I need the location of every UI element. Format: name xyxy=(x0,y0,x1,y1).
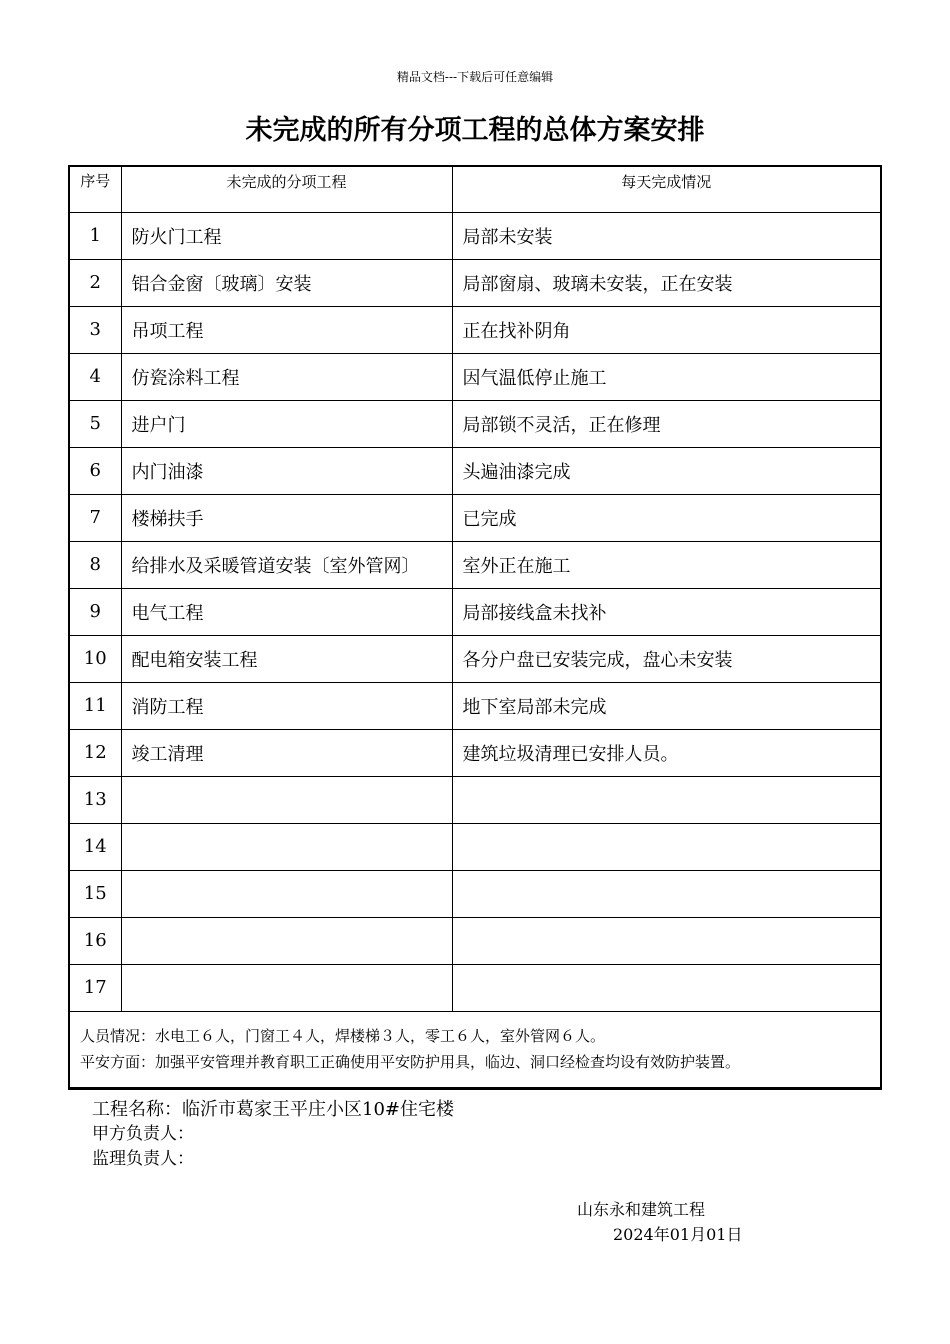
table-row xyxy=(70,541,880,588)
row-item: 内门油漆 xyxy=(121,447,452,494)
row-number: 11 xyxy=(70,682,121,729)
row-item: 给排水及采暖管道安装〔室外管网〕 xyxy=(121,541,452,588)
table-row xyxy=(70,870,880,917)
supervisor-lead: 监理负责人： xyxy=(92,1149,194,1169)
table-row xyxy=(70,917,880,964)
table-row xyxy=(70,400,880,447)
table-row xyxy=(70,259,880,306)
notes-cell xyxy=(70,1011,880,1087)
row-number: 8 xyxy=(70,541,121,588)
table-row xyxy=(70,353,880,400)
row-number: 2 xyxy=(70,259,121,306)
row-number: 17 xyxy=(70,964,121,1011)
row-status xyxy=(452,917,880,964)
row-item: 防火门工程 xyxy=(121,212,452,259)
row-status: 地下室局部未完成 xyxy=(452,682,880,729)
staff-note: 人员情况：水电工６人，门窗工４人，焊楼梯３人，零工６人，室外管网６人。 xyxy=(80,1027,606,1045)
row-status xyxy=(452,776,880,823)
row-status: 已完成 xyxy=(452,494,880,541)
row-status: 各分户盘已安装完成，盘心未安装 xyxy=(452,635,880,682)
row-item: 仿瓷涂料工程 xyxy=(121,353,452,400)
row-number: 16 xyxy=(70,917,121,964)
row-item: 吊项工程 xyxy=(121,306,452,353)
table-row xyxy=(70,823,880,870)
row-status: 头遍油漆完成 xyxy=(452,447,880,494)
header-item: 未完成的分项工程 xyxy=(121,167,452,212)
header-note: 精品文档---下载后可任意编辑 xyxy=(396,70,554,84)
table-row xyxy=(70,729,880,776)
row-status: 因气温低停止施工 xyxy=(452,353,880,400)
header-no: 序号 xyxy=(70,167,121,212)
row-number: 1 xyxy=(70,212,121,259)
row-status: 室外正在施工 xyxy=(452,541,880,588)
header-status: 每天完成情况 xyxy=(452,167,880,212)
row-number: 14 xyxy=(70,823,121,870)
row-item: 消防工程 xyxy=(121,682,452,729)
row-item: 楼梯扶手 xyxy=(121,494,452,541)
row-item: 配电箱安装工程 xyxy=(121,635,452,682)
row-item: 进户门 xyxy=(121,400,452,447)
table-header-row xyxy=(70,167,880,212)
row-status: 建筑垃圾清理已安排人员。 xyxy=(452,729,880,776)
row-number: 4 xyxy=(70,353,121,400)
table-row xyxy=(70,964,880,1011)
table-row xyxy=(70,212,880,259)
schedule-table xyxy=(68,165,882,1090)
table-row xyxy=(70,635,880,682)
row-status: 局部锁不灵活，正在修理 xyxy=(452,400,880,447)
row-item xyxy=(121,776,452,823)
table-row xyxy=(70,776,880,823)
row-item: 竣工清理 xyxy=(121,729,452,776)
row-number: 15 xyxy=(70,870,121,917)
row-status xyxy=(452,823,880,870)
table-body xyxy=(70,212,880,1011)
table-row xyxy=(70,588,880,635)
row-number: 6 xyxy=(70,447,121,494)
row-status: 局部接线盒未找补 xyxy=(452,588,880,635)
footer-info xyxy=(92,1097,454,1172)
party-a-lead: 甲方负责人： xyxy=(92,1124,194,1144)
row-status: 局部窗扇、玻璃未安装，正在安装 xyxy=(452,259,880,306)
company-name: 山东永和建筑工程 xyxy=(577,1200,706,1219)
row-number: 10 xyxy=(70,635,121,682)
page-title: 未完成的所有分项工程的总体方案安排 xyxy=(245,115,705,146)
row-status xyxy=(452,870,880,917)
row-item xyxy=(121,870,452,917)
row-status xyxy=(452,964,880,1011)
safety-note: 平安方面：加强平安管理并教育职工正确使用平安防护用具，临边、洞口经检查均设有效防护装置。 xyxy=(80,1053,741,1071)
row-item: 电气工程 xyxy=(121,588,452,635)
row-number: 12 xyxy=(70,729,121,776)
table-row xyxy=(70,447,880,494)
row-status: 正在找补阴角 xyxy=(452,306,880,353)
row-item xyxy=(121,917,452,964)
row-number: 7 xyxy=(70,494,121,541)
table-row xyxy=(70,494,880,541)
row-item xyxy=(121,823,452,870)
sign-date: 2024年01月01日 xyxy=(613,1225,743,1244)
row-status: 局部未安装 xyxy=(452,212,880,259)
row-number: 13 xyxy=(70,776,121,823)
row-item: 铝合金窗〔玻璃〕安装 xyxy=(121,259,452,306)
project-name: 工程名称：临沂市葛家王平庄小区10#住宅楼 xyxy=(92,1099,454,1120)
row-item xyxy=(121,964,452,1011)
row-number: 3 xyxy=(70,306,121,353)
table-row xyxy=(70,306,880,353)
notes-row xyxy=(70,1011,880,1087)
table-row xyxy=(70,682,880,729)
row-number: 5 xyxy=(70,400,121,447)
row-number: 9 xyxy=(70,588,121,635)
